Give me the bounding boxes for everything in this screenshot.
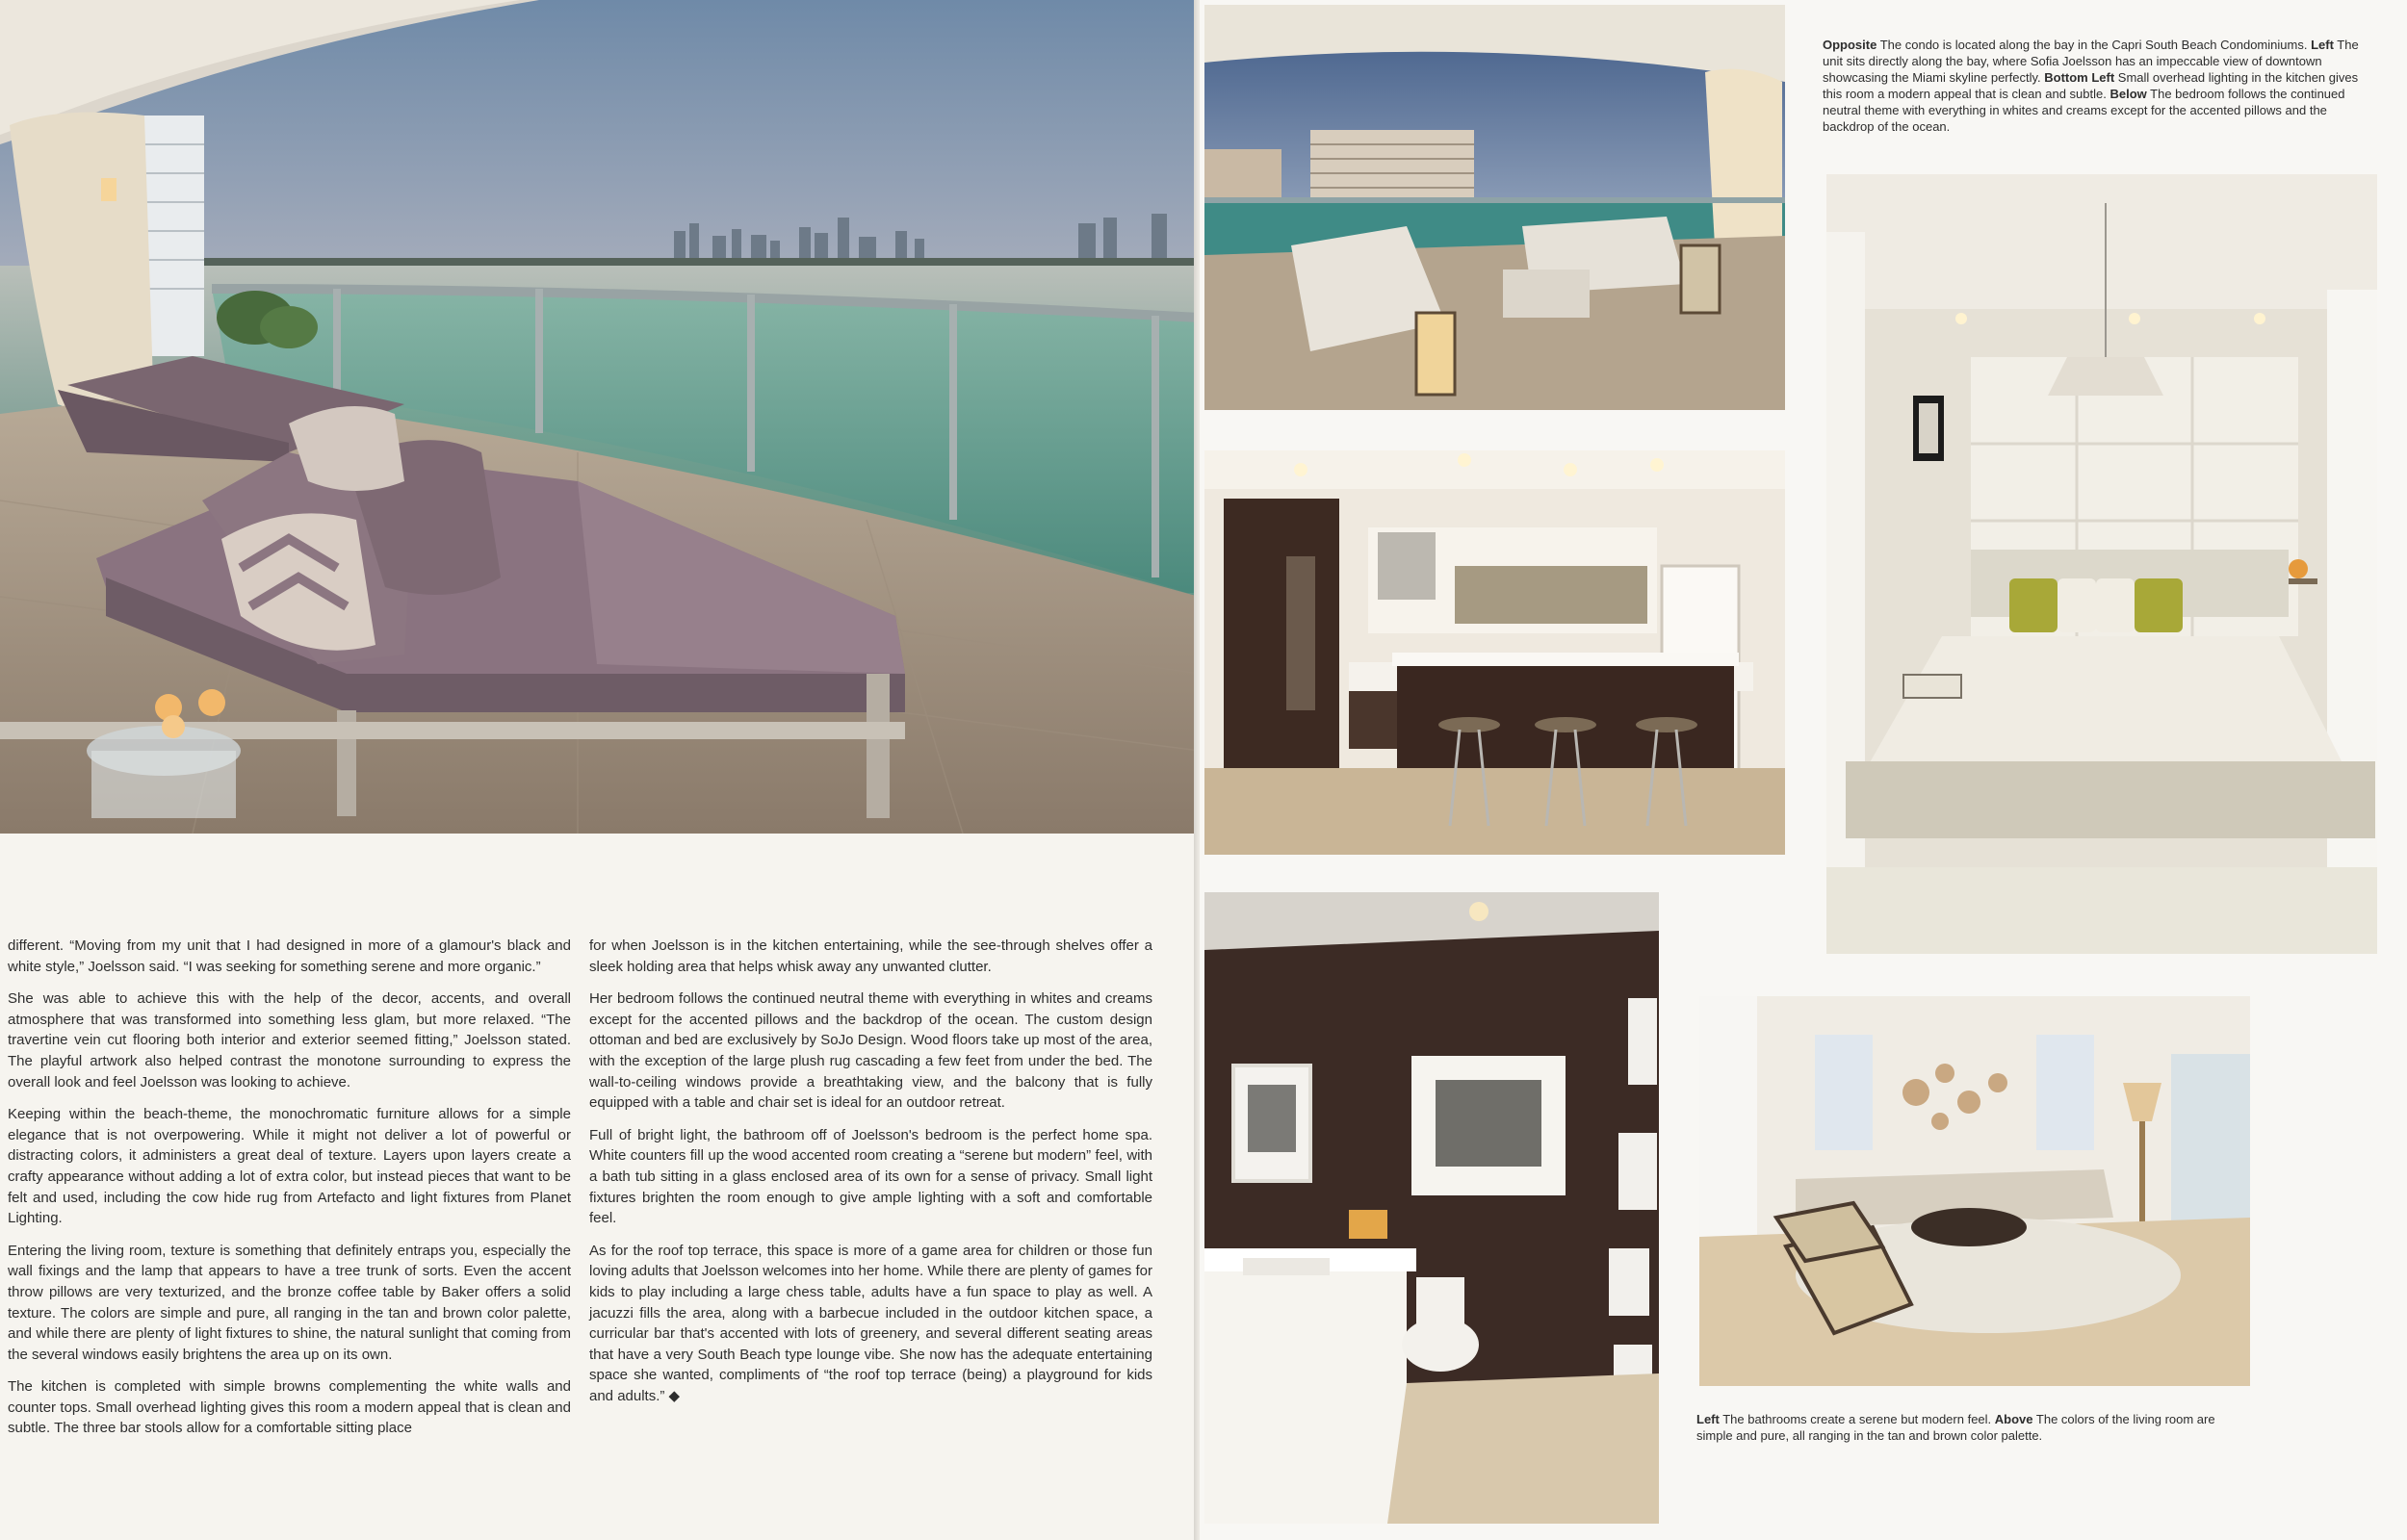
caption-entry bbox=[1823, 37, 2362, 135]
right-page bbox=[1200, 0, 2407, 1540]
paragraph: The kitchen is completed with simple browns complementing the white walls and counter tops. Small overhead lighting gives this room a modern appeal that is clean and subtle. The three bar stools allow for a comfortable sitting place bbox=[8, 1378, 571, 1437]
paragraph: She was able to achieve this with the help of the decor, accents, and overall atmosphere that was transformed into something less glam, but more relaxed. “The travertine vein cut flooring both interior and exterior seemed fitting,” Joelsson stated. The playful artwork also helped contrast the monotone surrounding to express the overall look and feel Joelsson was looking to achieve. bbox=[8, 990, 571, 1091]
caption-text: The condo is located along the bay in the Capri South Beach Condominiums. bbox=[1876, 38, 2308, 52]
paragraph: for when Joelsson is in the kitchen entertaining, while the see-through shelves offer a sleek holding area that helps whisk away any unwanted clutter. bbox=[589, 937, 1152, 975]
caption-text: The colors of the living room are simple and pure, all ranging in the tan and brown color palette. bbox=[1696, 1412, 2215, 1443]
caption-label: Above bbox=[1994, 1412, 2033, 1426]
caption-bottom bbox=[1696, 1411, 2236, 1444]
bedroom-photo bbox=[1826, 174, 2377, 954]
paragraph: Full of bright light, the bathroom off of Joelsson's bedroom is the perfect home spa. White counters fill up the wood accented room creating a “serene but modern” feel, with a bath tub sitting in a glass enclosed area of its own for a sense of privacy. Small light fixtures brighten the room enough to give ample lighting with a soft and comfortable feel. bbox=[589, 1126, 1152, 1227]
living-room-photo bbox=[1699, 996, 2250, 1386]
paragraph: Her bedroom follows the continued neutral theme with everything in whites and creams except for the accented pillows and the backdrop of the ocean. The custom design ottoman and bed are exclusively by SoJo Design. Wood floors take up most of the area, with the exception of the large plush rug cascading a few feet from under the bed. The wall-to-ceiling windows provide a breathtaking view, and the balcony that is fully equipped with a table and chair set is ideal for an outdoor retreat. bbox=[589, 990, 1152, 1112]
paragraph: As for the roof top terrace, this space is more of a game area for children or those fun loving adults that Joelsson welcomes into her home. While there are plenty of games for kids to play including a large chess table, adults have a fun space to play as well. A jacuzzi fills the area, along with a barbecue included in the outdoor kitchen space, a curricular bar that's accented with lots of greenery, and several different seating areas that have a very South Beach type lounge vibe. She now has the adequate entertaining space she wanted, compliments of “the roof top terrace (being) a playground for kids and adults.” ◆ bbox=[589, 1242, 1152, 1404]
article-column-2 bbox=[589, 936, 1152, 1418]
caption-text: The bedroom follows the continued neutral theme with everything in whites and creams except for the accented pillows and the backdrop of the ocean. bbox=[1823, 87, 2345, 134]
paragraph: Entering the living room, texture is something that definitely entraps you, especially the wall fixings and the lamp that appears to have a tree trunk of sorts. Even the accent throw pillows are very texturized, and the bronze coffee table by Baker offers a solid texture. The colors are simple and pure, all ranging in the tan and brown color palette, and while there are plenty of light fixtures to shine, the natural sunlight that coming from the several windows easily brightens the area up on its own. bbox=[8, 1242, 571, 1363]
paragraph: different. “Moving from my unit that I had designed in more of a glamour's black and white style,” Joelsson said. “I was seeking for something serene and more organic.” bbox=[8, 937, 571, 975]
caption-label: Bottom Left bbox=[2044, 70, 2115, 85]
terrace-dusk-photo bbox=[1204, 5, 1785, 410]
bathroom-photo bbox=[1204, 892, 1659, 1524]
article-column-1 bbox=[8, 936, 571, 1450]
caption-label: Left bbox=[2311, 38, 2334, 52]
caption-label: Left bbox=[1696, 1412, 1720, 1426]
caption-top bbox=[1823, 37, 2362, 135]
left-page bbox=[0, 0, 1200, 1540]
caption-label: Below bbox=[2109, 87, 2147, 101]
kitchen-photo bbox=[1204, 450, 1785, 855]
paragraph: Keeping within the beach-theme, the monochromatic furniture allows for a simple elegance that is not overpowering. While it might not deliver a lot of powerful or distracting colors, it administers a great deal of texture. Layers upon layers create a crafty appearance without adding a lot of extra color, but instead pieces that want to be felt and used, including the cow hide rug from Artefacto and light fixtures from Planet Lighting. bbox=[8, 1106, 571, 1227]
caption-text: The unit sits directly along the bay, where Sofia Joelsson has an impeccable view of downtown showcasing the Miami skyline perfectly. bbox=[1823, 38, 2359, 85]
caption-label: Opposite bbox=[1823, 38, 1877, 52]
balcony-hero-photo bbox=[0, 0, 1200, 834]
caption-text: Small overhead lighting in the kitchen gives this room a modern appeal that is clean and subtle. bbox=[1823, 70, 2359, 101]
caption-text: The bathrooms create a serene but modern feel. bbox=[1719, 1412, 1992, 1426]
